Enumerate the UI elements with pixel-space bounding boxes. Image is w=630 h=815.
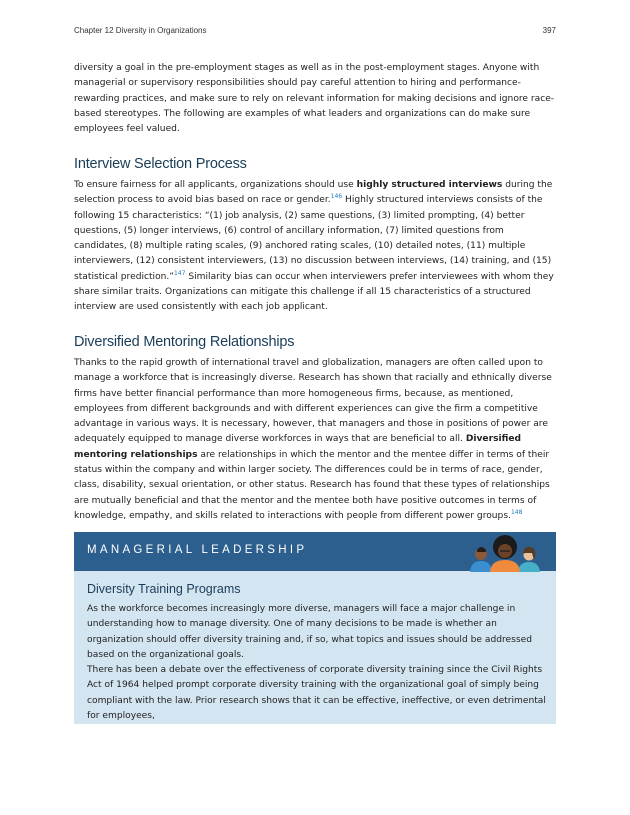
feature-title: Diversity Training Programs	[87, 582, 241, 596]
footnote-ref-148[interactable]: 148	[510, 508, 523, 516]
section-heading-interview: Interview Selection Process	[74, 156, 247, 172]
section-heading-mentoring: Diversified Mentoring Relationships	[74, 334, 295, 350]
interview-text-b: during the selection process to avoid bias based on race or gender.	[74, 180, 553, 206]
interview-text-d: Similarity bias can occur when interviewers prefer interviewees with whom they share similar traits. Organizations can mitigate this challenge if all 15 characteristics of a structured interview are used consistently with each job applicant.	[74, 271, 554, 313]
key-term-diversified-mentoring: Diversified mentoring relationships	[74, 434, 522, 460]
feature-paragraph-2: There has been a debate over the effectiveness of corporate diversity training since the Civil Rights Act of 1964 helped prompt corporate diversity training with the organizational goal of simply being compliant with the law. Prior research shows that it can be effective, ineffective, or even detrimental for employees,	[87, 665, 546, 721]
interview-paragraph	[74, 178, 556, 316]
footnote-ref-147[interactable]: 147	[174, 269, 186, 277]
interview-text-a: To ensure fairness for all applicants, organizations should use	[74, 180, 357, 190]
chapter-title: Chapter 12 Diversity in Organizations	[74, 26, 207, 35]
feature-paragraph-1: As the workforce becomes increasingly more diverse, managers will face a major challenge in understanding how to manage diversity. One of many decisions to be made is whether an organization should offer diversity training and, if so, what topics and issues should be addressed based on the organizational goals.	[87, 604, 532, 660]
feature-label: MANAGERIAL LEADERSHIP	[87, 544, 308, 556]
mentoring-text-a: Thanks to the rapid growth of international travel and globalization, managers are often called upon to manage a workforce that is increasingly diverse. Research has shown that racially and ethnically diverse firms have better financial performance than more homogeneous firms, because, as mentioned, employees from different backgrounds and with different experiences can give the firm a competitive advantage in various ways. It is necessary, however, that managers and those in positions of power are adequately equipped to manage diverse workforces in ways that are beneficial to all.	[74, 358, 552, 445]
feature-header-bar	[74, 532, 556, 571]
mentoring-text-b: are relationships in which the mentor and the mentee differ in terms of their status within the company and within larger society. The differences could be in terms of race, gender, class, disability, sexual orientation, or other status. Research has found that these types of relationships are mutually beneficial and that the mentor and the mentee both have positive outcomes in terms of knowledge, empathy, and skills related to interactions with people from different power groups.	[74, 449, 550, 521]
people-group-icon	[468, 534, 542, 572]
managerial-leadership-feature-box	[74, 532, 556, 724]
intro-paragraph: diversity a goal in the pre-employment stages as well as in the post-employment stages. Anyone with managerial or supervisory responsibilities should pay careful attention to hiring and performance-rewarding practices, and make sure to rely on relevant information for making decisions and ignore race-based stereotypes. The following are examples of what leaders and organizations can do make sure employees feel valued.	[74, 63, 555, 135]
interview-text-c: Highly structured interviews consists of the following 15 characteristics: “(1) job analysis, (2) same questions, (3) limited prompting, (4) better questions, (5) longer interviews, (6) control of ancillary information, (7) limited questions from candidates, (8) multiple rating scales, (9) anchored rating scales, (10) detailed notes, (11) multiple interviewers, (12) consistent interviewers, (13) no discussion between interviews, (14) training, and (15) statistical prediction.”	[74, 195, 552, 282]
key-term-structured-interviews: highly structured interviews	[356, 180, 503, 190]
page-header	[74, 26, 556, 35]
page-number: 397	[542, 26, 556, 35]
footnote-ref-146[interactable]: 146	[330, 193, 343, 201]
mentoring-paragraph	[74, 356, 558, 524]
